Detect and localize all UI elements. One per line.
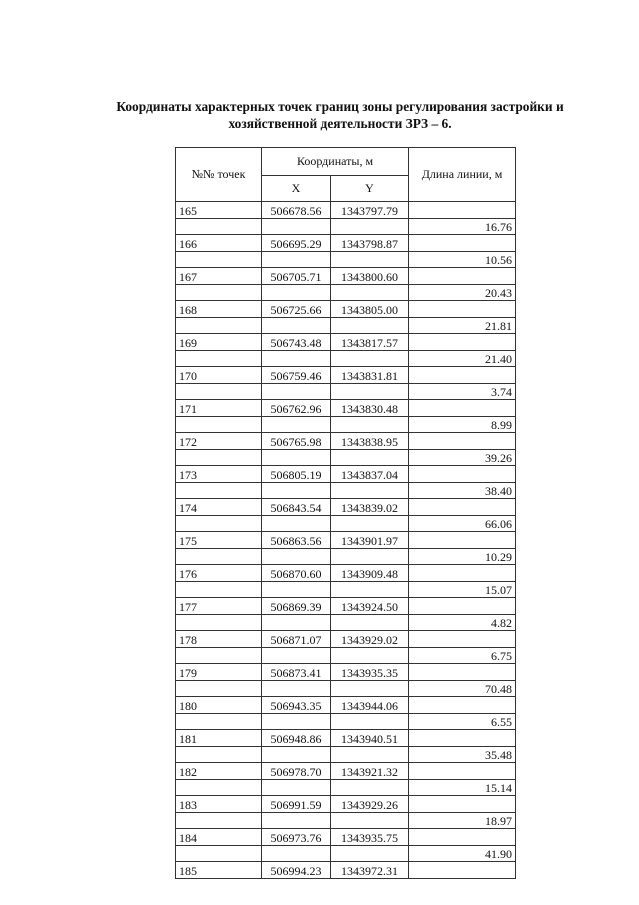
empty-length-cell [409, 367, 516, 384]
empty-length-cell [409, 664, 516, 681]
empty-point-cell [176, 680, 262, 697]
empty-length-cell [409, 796, 516, 813]
header-coordinates: Координаты, м [262, 148, 409, 176]
y-coordinate-cell: 1343837.04 [331, 466, 409, 483]
y-coordinate-cell: 1343924.50 [331, 598, 409, 615]
empty-x-cell [262, 680, 331, 697]
y-coordinate-cell: 1343901.97 [331, 532, 409, 549]
empty-point-cell [176, 416, 262, 433]
empty-length-cell [409, 202, 516, 219]
empty-x-cell [262, 812, 331, 829]
empty-point-cell [176, 449, 262, 466]
table-row [176, 235, 516, 252]
point-number-cell: 172 [176, 433, 262, 450]
empty-y-cell [331, 581, 409, 598]
empty-y-cell [331, 548, 409, 565]
y-coordinate-cell: 1343972.31 [331, 862, 409, 879]
line-length-row [176, 680, 516, 697]
empty-y-cell [331, 482, 409, 499]
table-row [176, 499, 516, 516]
x-coordinate-cell: 506765.98 [262, 433, 331, 450]
empty-length-cell [409, 400, 516, 417]
table-row [176, 532, 516, 549]
line-length-row [176, 548, 516, 565]
empty-point-cell [176, 515, 262, 532]
table-row [176, 664, 516, 681]
table-row [176, 367, 516, 384]
empty-y-cell [331, 779, 409, 796]
empty-point-cell [176, 251, 262, 268]
empty-length-cell [409, 466, 516, 483]
line-length-row [176, 218, 516, 235]
point-number-cell: 178 [176, 631, 262, 648]
empty-x-cell [262, 482, 331, 499]
empty-point-cell [176, 482, 262, 499]
point-number-cell: 171 [176, 400, 262, 417]
line-length-cell: 39.26 [409, 449, 516, 466]
point-number-cell: 184 [176, 829, 262, 846]
line-length-cell: 38.40 [409, 482, 516, 499]
point-number-cell: 183 [176, 796, 262, 813]
table-row [176, 763, 516, 780]
empty-x-cell [262, 449, 331, 466]
empty-point-cell [176, 548, 262, 565]
line-length-row [176, 779, 516, 796]
y-coordinate-cell: 1343839.02 [331, 499, 409, 516]
point-number-cell: 165 [176, 202, 262, 219]
coordinates-table [175, 147, 516, 879]
empty-x-cell [262, 713, 331, 730]
point-number-cell: 173 [176, 466, 262, 483]
x-coordinate-cell: 506948.86 [262, 730, 331, 747]
y-coordinate-cell: 1343797.79 [331, 202, 409, 219]
empty-x-cell [262, 548, 331, 565]
empty-length-cell [409, 862, 516, 879]
empty-x-cell [262, 251, 331, 268]
table-row [176, 730, 516, 747]
x-coordinate-cell: 506978.70 [262, 763, 331, 780]
x-coordinate-cell: 506994.23 [262, 862, 331, 879]
point-number-cell: 180 [176, 697, 262, 714]
empty-y-cell [331, 251, 409, 268]
point-number-cell: 181 [176, 730, 262, 747]
empty-point-cell [176, 779, 262, 796]
empty-y-cell [331, 647, 409, 664]
empty-y-cell [331, 614, 409, 631]
table-row [176, 565, 516, 582]
line-length-cell: 10.29 [409, 548, 516, 565]
y-coordinate-cell: 1343830.48 [331, 400, 409, 417]
empty-point-cell [176, 581, 262, 598]
empty-point-cell [176, 713, 262, 730]
empty-point-cell [176, 812, 262, 829]
y-coordinate-cell: 1343805.00 [331, 301, 409, 318]
header-point-number: №№ точек [176, 148, 262, 202]
empty-y-cell [331, 680, 409, 697]
line-length-cell: 6.55 [409, 713, 516, 730]
table-row [176, 202, 516, 219]
y-coordinate-cell: 1343800.60 [331, 268, 409, 285]
point-number-cell: 179 [176, 664, 262, 681]
empty-y-cell [331, 812, 409, 829]
x-coordinate-cell: 506873.41 [262, 664, 331, 681]
empty-x-cell [262, 350, 331, 367]
empty-length-cell [409, 565, 516, 582]
x-coordinate-cell: 506695.29 [262, 235, 331, 252]
line-length-row [176, 515, 516, 532]
x-coordinate-cell: 506870.60 [262, 565, 331, 582]
point-number-cell: 177 [176, 598, 262, 615]
empty-point-cell [176, 350, 262, 367]
x-coordinate-cell: 506678.56 [262, 202, 331, 219]
empty-length-cell [409, 829, 516, 846]
y-coordinate-cell: 1343944.06 [331, 697, 409, 714]
table-row [176, 433, 516, 450]
line-length-row [176, 449, 516, 466]
line-length-row [176, 251, 516, 268]
line-length-cell: 18.97 [409, 812, 516, 829]
empty-length-cell [409, 235, 516, 252]
line-length-cell: 6.75 [409, 647, 516, 664]
line-length-cell: 16.76 [409, 218, 516, 235]
table-row [176, 268, 516, 285]
point-number-cell: 170 [176, 367, 262, 384]
empty-x-cell [262, 218, 331, 235]
table-row [176, 466, 516, 483]
empty-y-cell [331, 713, 409, 730]
empty-point-cell [176, 218, 262, 235]
empty-length-cell [409, 631, 516, 648]
line-length-cell: 21.40 [409, 350, 516, 367]
line-length-row [176, 614, 516, 631]
table-row [176, 829, 516, 846]
empty-x-cell [262, 515, 331, 532]
header-x: X [262, 176, 331, 202]
line-length-cell: 15.14 [409, 779, 516, 796]
empty-length-cell [409, 334, 516, 351]
line-length-cell: 41.90 [409, 845, 516, 862]
empty-point-cell [176, 284, 262, 301]
line-length-row [176, 416, 516, 433]
empty-length-cell [409, 730, 516, 747]
table-row [176, 598, 516, 615]
table-row [176, 301, 516, 318]
empty-x-cell [262, 581, 331, 598]
empty-y-cell [331, 746, 409, 763]
empty-length-cell [409, 433, 516, 450]
empty-point-cell [176, 383, 262, 400]
empty-y-cell [331, 515, 409, 532]
empty-length-cell [409, 598, 516, 615]
table-row [176, 400, 516, 417]
x-coordinate-cell: 506973.76 [262, 829, 331, 846]
table-row [176, 631, 516, 648]
empty-x-cell [262, 284, 331, 301]
empty-y-cell [331, 416, 409, 433]
y-coordinate-cell: 1343909.48 [331, 565, 409, 582]
table-row [176, 697, 516, 714]
empty-y-cell [331, 845, 409, 862]
empty-x-cell [262, 416, 331, 433]
line-length-row [176, 581, 516, 598]
x-coordinate-cell: 506863.56 [262, 532, 331, 549]
empty-y-cell [331, 449, 409, 466]
line-length-row [176, 746, 516, 763]
empty-length-cell [409, 532, 516, 549]
line-length-cell: 15.07 [409, 581, 516, 598]
line-length-cell: 3.74 [409, 383, 516, 400]
empty-x-cell [262, 746, 331, 763]
x-coordinate-cell: 506743.48 [262, 334, 331, 351]
x-coordinate-cell: 506725.66 [262, 301, 331, 318]
point-number-cell: 167 [176, 268, 262, 285]
empty-x-cell [262, 845, 331, 862]
y-coordinate-cell: 1343838.95 [331, 433, 409, 450]
point-number-cell: 175 [176, 532, 262, 549]
point-number-cell: 174 [176, 499, 262, 516]
line-length-row [176, 350, 516, 367]
line-length-row [176, 284, 516, 301]
line-length-cell: 70.48 [409, 680, 516, 697]
y-coordinate-cell: 1343929.02 [331, 631, 409, 648]
empty-point-cell [176, 647, 262, 664]
table-row [176, 796, 516, 813]
line-length-row [176, 383, 516, 400]
line-length-cell: 66.06 [409, 515, 516, 532]
empty-x-cell [262, 383, 331, 400]
empty-x-cell [262, 614, 331, 631]
empty-y-cell [331, 383, 409, 400]
point-number-cell: 166 [176, 235, 262, 252]
line-length-row [176, 317, 516, 334]
document-title [60, 98, 620, 132]
x-coordinate-cell: 506762.96 [262, 400, 331, 417]
empty-length-cell [409, 301, 516, 318]
table-row [176, 862, 516, 879]
empty-y-cell [331, 317, 409, 334]
empty-length-cell [409, 697, 516, 714]
line-length-cell: 35.48 [409, 746, 516, 763]
x-coordinate-cell: 506843.54 [262, 499, 331, 516]
point-number-cell: 182 [176, 763, 262, 780]
x-coordinate-cell: 506991.59 [262, 796, 331, 813]
y-coordinate-cell: 1343921.32 [331, 763, 409, 780]
empty-point-cell [176, 845, 262, 862]
empty-length-cell [409, 499, 516, 516]
title-line-2: хозяйственной деятельности ЗРЗ – 6. [228, 116, 452, 131]
y-coordinate-cell: 1343831.81 [331, 367, 409, 384]
x-coordinate-cell: 506869.39 [262, 598, 331, 615]
line-length-row [176, 482, 516, 499]
y-coordinate-cell: 1343817.57 [331, 334, 409, 351]
empty-point-cell [176, 317, 262, 334]
empty-y-cell [331, 284, 409, 301]
header-y: Y [331, 176, 409, 202]
line-length-cell: 10.56 [409, 251, 516, 268]
table-body [176, 202, 516, 879]
empty-x-cell [262, 779, 331, 796]
empty-point-cell [176, 614, 262, 631]
empty-point-cell [176, 746, 262, 763]
title-line-1: Координаты характерных точек границ зоны регулирования застройки и [116, 99, 564, 114]
line-length-row [176, 713, 516, 730]
empty-y-cell [331, 218, 409, 235]
y-coordinate-cell: 1343935.35 [331, 664, 409, 681]
x-coordinate-cell: 506871.07 [262, 631, 331, 648]
y-coordinate-cell: 1343929.26 [331, 796, 409, 813]
line-length-row [176, 647, 516, 664]
line-length-cell: 8.99 [409, 416, 516, 433]
point-number-cell: 176 [176, 565, 262, 582]
line-length-cell: 21.81 [409, 317, 516, 334]
empty-length-cell [409, 268, 516, 285]
point-number-cell: 168 [176, 301, 262, 318]
line-length-cell: 4.82 [409, 614, 516, 631]
empty-length-cell [409, 763, 516, 780]
line-length-cell: 20.43 [409, 284, 516, 301]
point-number-cell: 169 [176, 334, 262, 351]
table-row [176, 334, 516, 351]
header-line-length: Длина линии, м [409, 148, 516, 202]
table-header [176, 148, 516, 202]
x-coordinate-cell: 506759.46 [262, 367, 331, 384]
line-length-row [176, 812, 516, 829]
point-number-cell: 185 [176, 862, 262, 879]
empty-y-cell [331, 350, 409, 367]
x-coordinate-cell: 506705.71 [262, 268, 331, 285]
x-coordinate-cell: 506943.35 [262, 697, 331, 714]
y-coordinate-cell: 1343940.51 [331, 730, 409, 747]
empty-x-cell [262, 647, 331, 664]
x-coordinate-cell: 506805.19 [262, 466, 331, 483]
y-coordinate-cell: 1343798.87 [331, 235, 409, 252]
y-coordinate-cell: 1343935.75 [331, 829, 409, 846]
line-length-row [176, 845, 516, 862]
empty-x-cell [262, 317, 331, 334]
